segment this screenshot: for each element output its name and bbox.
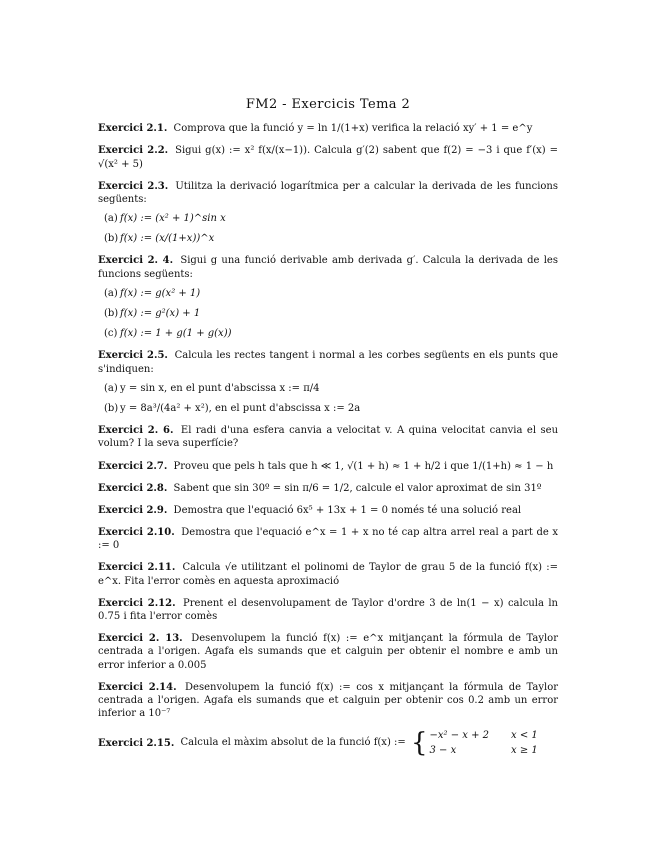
exercise-text: Utilitza la derivació logarítmica per a calcular la derivada de les funcions següents: [98,180,559,205]
subitem [104,212,558,225]
subitem [104,232,558,245]
exercise-2-15 [98,728,558,759]
exercise-text: Sigui g(x) := x² f(x/(x−1)). Calcula g′(2) sabent que f(2) = −3 i que f′(x) = √(x² + 5) [98,145,558,170]
exercise-label: Exercici 2.11. [98,562,176,574]
exercise-2-13 [98,632,558,672]
subitem [104,382,558,395]
exercise-2-9 [98,504,558,517]
subitem [104,327,558,340]
subitem-formula: y = sin x, en el punt d'abscissa x := π/4 [120,382,320,394]
subitem-label: (a) [104,213,118,225]
subitem-formula: f(x) := (x² + 1)^sin x [120,213,226,225]
exercise-text: Calcula les rectes tangent i normal a les corbes següents en els punts que s'indiquen: [98,350,558,375]
exercise-2-7 [98,460,558,473]
exercise-2-4 [98,254,558,340]
exercise-text: Calcula el màxim absolut de la funció f(x) := [180,737,406,749]
exercise-label: Exercici 2.15. [98,737,175,749]
subitem [104,402,558,415]
exercise-label: Exercici 2.9. [98,504,168,516]
exercise-label: Exercici 2.2. [98,145,169,157]
exercise-2-11 [98,561,558,587]
subitem-formula: y = 8a³/(4a² + x²), en el punt d'abscissa x := 2a [120,402,361,414]
exercise-text: Desenvolupem la funció f(x) := cos x mitjançant la fórmula de Taylor centrada a l'origen. Agafa els sumands que et calguin per obtenir cos 0.2 amb un error inferior a 10⁻⁷ [98,681,558,720]
case-expression: −x² − x + 2 [429,730,490,742]
subitem-formula: f(x) := g(x² + 1) [120,287,201,299]
exercise-text: Comprova que la funció y = ln 1/(1+x) verifica la relació xy′ + 1 = e^y [173,123,533,135]
exercise-2-5 [98,349,558,415]
subitem-list [104,287,558,341]
subitem [104,287,558,300]
subitem-list [104,212,558,245]
exercise-text: Proveu que pels h tals que h ≪ 1, √(1 + h) ≈ 1 + h/2 i que 1/(1+h) ≈ 1 − h [173,460,554,472]
exercise-label: Exercici 2.3. [98,180,169,192]
piecewise-function [410,728,538,759]
exercise-text: Sigui g una funció derivable amb derivada g′. Calcula la derivada de les funcions següents: [98,255,558,280]
subitem-formula: f(x) := 1 + g(1 + g(x)) [120,328,232,340]
left-brace: { [410,728,428,759]
case-condition: x < 1 [511,730,538,742]
exercise-label: Exercici 2.5. [98,350,168,362]
exercise-label: Exercici 2.14. [98,681,177,693]
exercise-sheet [98,96,558,766]
subitem [104,307,558,320]
exercise-2-8 [98,482,558,495]
exercise-text: Calcula √e utilitzant el polinomi de Taylor de grau 5 de la funció f(x) := e^x. Fita l'error comès en aquesta aproximació [98,562,558,587]
subitem-label: (a) [104,382,118,394]
exercise-label: Exercici 2.7. [98,460,168,472]
case-condition: x ≥ 1 [511,744,538,756]
subitem-label: (b) [104,308,119,320]
exercise-label: Exercici 2.12. [98,597,176,609]
subitem-label: (b) [104,402,119,414]
exercise-text: Prenent el desenvolupament de Taylor d'ordre 3 de ln(1 − x) calcula ln 0.75 i fita l'error comès [98,597,559,623]
subitem-formula: f(x) := g²(x) + 1 [120,308,201,320]
exercise-2-10 [98,526,558,552]
exercise-text: Desenvolupem la funció f(x) := e^x mitjançant la fórmula de Taylor centrada a l'origen. Agafa els sumands que et calguin per obtenir el nombre e amb un error inferior a 0.005 [98,633,558,671]
exercise-label: Exercici 2. 4. [98,255,174,267]
exercise-label: Exercici 2. 6. [98,425,174,437]
exercise-label: Exercici 2.10. [98,527,175,539]
exercise-label: Exercici 2.1. [98,123,168,135]
piecewise-cases [430,729,538,756]
subitem-formula: f(x) := (x/(1+x))^x [120,233,215,245]
exercise-text: Sabent que sin 30º = sin π/6 = 1/2, calcule el valor aproximat de sin 31º [173,482,542,494]
exercise-2-3 [98,180,558,246]
subitem-label: (a) [104,287,118,299]
exercise-2-6 [98,424,558,450]
subitem-list [104,382,558,415]
case-expression: 3 − x [429,744,457,756]
exercise-label: Exercici 2. 13. [98,633,183,645]
page-title: FM2 - Exercicis Tema 2 [245,97,411,112]
exercise-2-12 [98,597,558,623]
exercise-text: Demostra que l'equació 6x⁵ + 13x + 1 = 0 només té una solució real [173,504,522,516]
subitem-label: (b) [104,233,119,245]
exercise-label: Exercici 2.8. [98,482,168,494]
exercise-text: Demostra que l'equació e^x = 1 + x no té cap altra arrel real a part de x := 0 [98,527,558,552]
exercise-2-2 [98,144,558,170]
subitem-label: (c) [104,328,118,340]
exercise-2-14 [98,681,558,721]
exercise-text: El radi d'una esfera canvia a velocitat v. A quina velocitat canvia el seu volum? I la seva superfície? [98,425,559,450]
exercise-2-1 [98,122,558,135]
